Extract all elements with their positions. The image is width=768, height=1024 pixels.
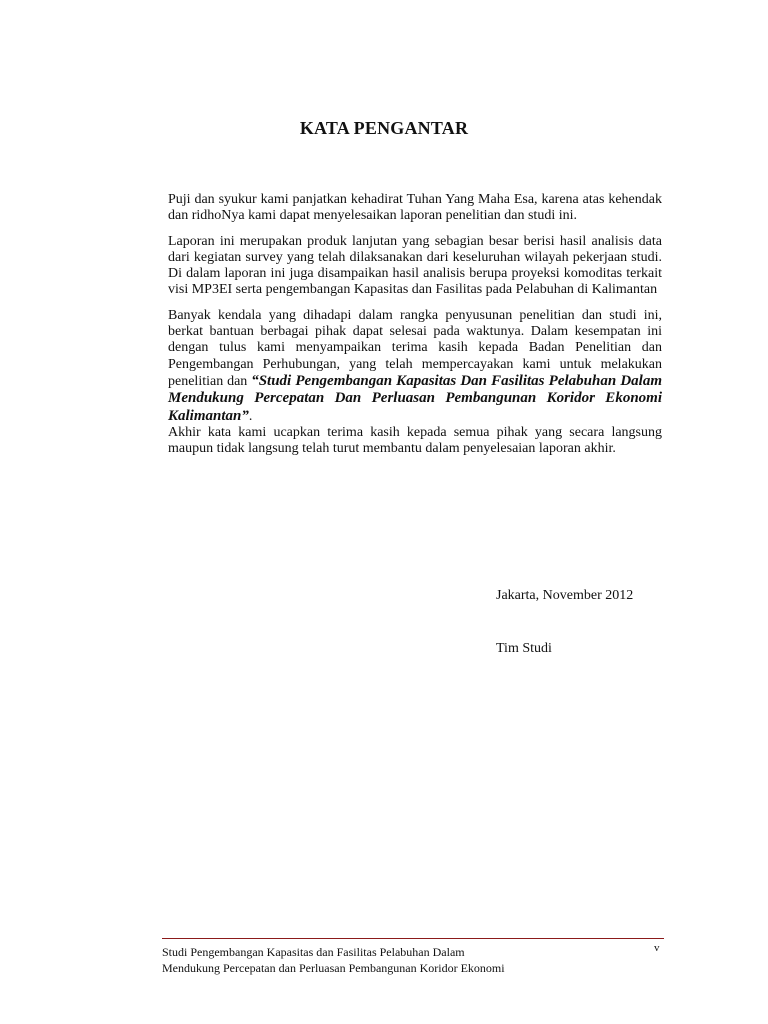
footer-line-2: Mendukung Percepatan dan Perluasan Pembangunan Koridor Ekonomi: [162, 961, 505, 975]
paragraph-report-description: Laporan ini merupakan produk lanjutan yang sebagian besar berisi hasil analisis data dari kegiatan survey yang telah dilaksanakan dari keseluruhan wilayah pekerjaan studi. Di dalam laporan ini juga disampaikan hasil analisis berupa proyeksi komoditas terkait visi MP3EI serta pengembangan Kapasitas dan Fasilitas pada Pelabuhan di Kalimantan: [168, 233, 662, 298]
page-number: v: [654, 942, 660, 954]
study-title: “Studi Pengembangan Kapasitas Dan Fasilitas Pelabuhan Dalam Mendukung Percepatan Dan Perluasan Pembangunan Koridor Ekonomi Kalimantan”: [168, 372, 662, 424]
page-title: KATA PENGANTAR: [299, 118, 469, 138]
footer-line-1: Studi Pengembangan Kapasitas dan Fasilitas Pelabuhan Dalam: [162, 945, 465, 959]
footer-rule: [162, 938, 664, 939]
study-title-period: .: [248, 408, 253, 424]
signatory: Tim Studi: [496, 641, 552, 656]
body-text: [168, 192, 662, 457]
paragraph-acknowledgement: [168, 308, 662, 425]
footer-text: [162, 944, 505, 976]
place-date: Jakarta, November 2012: [496, 588, 634, 603]
acknowledgement-intro: Banyak kendala yang dihadapi dalam rangka penyusunan penelitian dan studi ini, berkat bantuan berbagai pihak dapat selesai pada waktunya. Dalam kesempatan ini dengan tulus kami menyampaikan terima kasih kepada Badan Penelitian dan Pengembangan Perhubungan, yang telah mempercayakan kami untuk melakukan penelitian dan: [168, 307, 662, 389]
paragraph-closing: Akhir kata kami ucapkan terima kasih kepada semua pihak yang secara langsung maupun tidak langsung telah turut membantu dalam penyelesaian laporan akhir.: [168, 424, 662, 457]
paragraph-gratitude: Puji dan syukur kami panjatkan kehadirat Tuhan Yang Maha Esa, karena atas kehendak dan ridhoNya kami dapat menyelesaikan laporan penelitian dan studi ini.: [168, 192, 662, 224]
